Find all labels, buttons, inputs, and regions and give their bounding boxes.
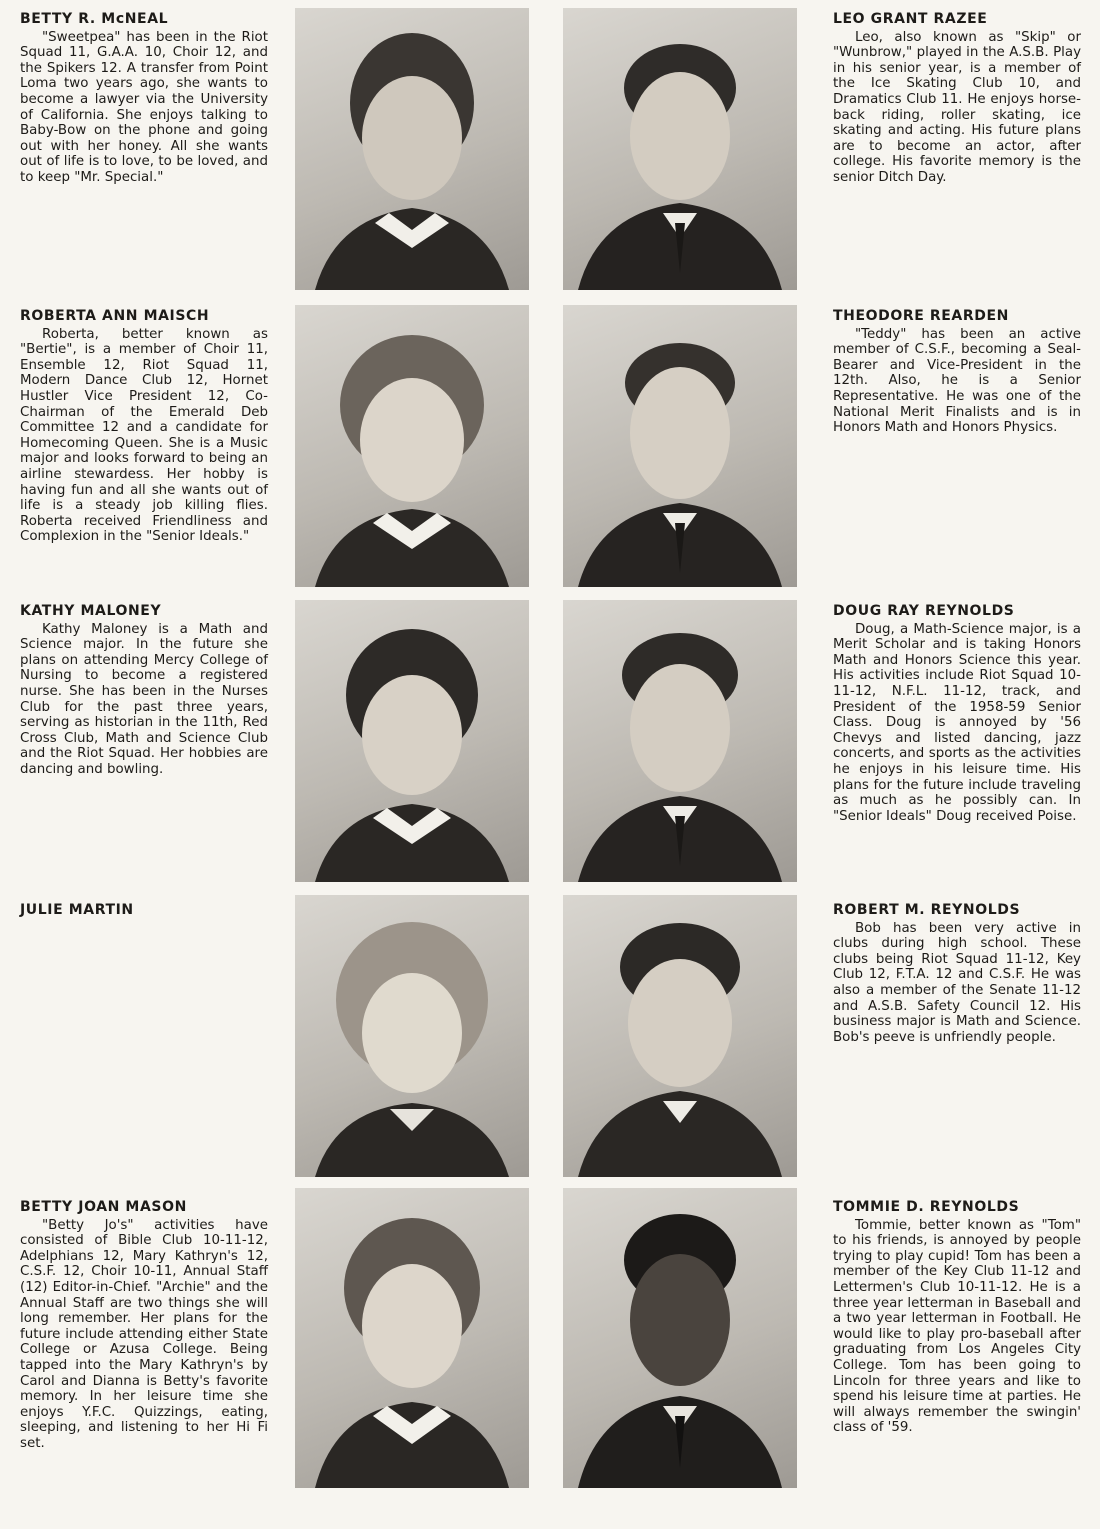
portrait-girl-icon (295, 600, 529, 882)
student-bio-robert-reynolds (833, 903, 1081, 1045)
student-description: Kathy Maloney is a Math and Science major. In the future she plans on attending Mercy College of Nursing to become a registered nurse. She has been in the Nurses Club for the past three years, serving as historian in the 11th, Red Cross Club, Math and Science Club and the Riot Squad. Her hobbies are dancing and bowling. (20, 621, 268, 777)
student-bio-betty-mason (20, 1200, 268, 1452)
student-description: Roberta, better known as "Bertie", is a member of Choir 11, Ensemble 12, Riot Squad 11, Modern Dance Club 12, Hornet Hustler Vice President 12, Co-Chairman of the Emerald Deb Committee 12 and a candidate for Homecoming Queen. She is a Music major and looks forward to being an airline stewardess. Her hobby is having fun and all she wants out of life is a steady job killing flies. Roberta received Friendliness and Complexion in the "Senior Ideals." (20, 326, 268, 545)
portrait-girl-icon (295, 1188, 529, 1488)
student-bio-theodore-rearden (833, 309, 1081, 436)
portrait-photo-betty-mason (295, 1188, 529, 1488)
student-bio-betty-mcneal (20, 12, 268, 186)
student-description: "Sweetpea" has been in the Riot Squad 11, G.A.A. 10, Choir 12, and the Spikers 12. A transfer from Point Loma two years ago, she wants to become a lawyer via the University of California. She enjoys talking to Baby-Bow on the phone and going out with her honey. All she wants out of life is to love, to be loved, and to keep "Mr. Special." (20, 29, 268, 185)
student-description: "Teddy" has been an active member of C.S.F., becoming a Seal-Bearer and Vice-President in the 12th. Also, he is a Senior Representative. He was one of the National Merit Finalists and is in Honors Math and Honors Physics. (833, 326, 1081, 436)
portrait-girl-icon (295, 8, 529, 290)
portrait-photo-doug-reynolds (563, 600, 797, 882)
student-description: Bob has been very active in clubs during high school. These clubs being Riot Squad 11-12, Key Club 12, F.T.A. 12 and C.S.F. He was also a member of the Senate 11-12 and A.S.B. Safety Council 12. His business major is Math and Science. Bob's peeve is unfriendly people. (833, 920, 1081, 1045)
portrait-photo-betty-mcneal (295, 8, 529, 290)
portrait-boy-icon (563, 305, 797, 587)
student-bio-julie-martin (20, 903, 268, 921)
student-name: BETTY R. McNEAL (20, 11, 169, 27)
portrait-boy-icon (563, 895, 797, 1177)
portrait-girl-icon (295, 895, 529, 1177)
student-bio-roberta-maisch (20, 309, 268, 545)
student-bio-doug-reynolds (833, 604, 1081, 824)
portrait-photo-theodore-rearden (563, 305, 797, 587)
student-name: LEO GRANT RAZEE (833, 11, 988, 27)
student-name: TOMMIE D. REYNOLDS (833, 1199, 1020, 1215)
student-name: ROBERTA ANN MAISCH (20, 308, 210, 324)
portrait-boy-icon (563, 8, 797, 290)
student-bio-tommie-reynolds (833, 1200, 1081, 1436)
student-bio-kathy-maloney (20, 604, 268, 778)
student-name: BETTY JOAN MASON (20, 1199, 187, 1215)
portrait-photo-roberta-maisch (295, 305, 529, 587)
student-name: DOUG RAY REYNOLDS (833, 603, 1015, 619)
student-description: Leo, also known as "Skip" or "Wunbrow," played in the A.S.B. Play in his senior year, is a member of the Ice Skating Club 10, and Dramatics Club 11. He enjoys horse-back riding, roller skating, ice skating and acting. His future plans are to become an actor, after college. His favorite memory is the senior Ditch Day. (833, 29, 1081, 185)
student-description: "Betty Jo's" activities have consisted of Bible Club 10-11-12, Adelphians 12, Mary Kathryn's 12, C.S.F. 12, Choir 10-11, Annual Staff (12) Editor-in-Chief. "Archie" and the Annual Staff are two things she will long remember. Her plans for the future include attending either State College or Azusa College. Being tapped into the Mary Kathryn's by Carol and Dianna is Betty's favorite memory. In her leisure time she enjoys Y.F.C. Quizzings, eating, sleeping, and listening to her Hi Fi set. (20, 1217, 268, 1451)
portrait-photo-julie-martin (295, 895, 529, 1177)
portrait-photo-leo-razee (563, 8, 797, 290)
student-description: Tommie, better known as "Tom" to his friends, is annoyed by people trying to play cupid! Tom has been a member of the Key Club 11-12 and Lettermen's Club 10-11-12. He is a three year letterman in Baseball and a two year letterman in Football. He would like to play pro-baseball after graduating from Los Angeles City College. Tom has been going to Lincoln for three years and like to spend his leisure time at parties. He will always remember the swingin' class of '59. (833, 1217, 1081, 1436)
student-name: KATHY MALONEY (20, 603, 162, 619)
student-name: JULIE MARTIN (20, 902, 134, 918)
portrait-photo-kathy-maloney (295, 600, 529, 882)
student-bio-leo-razee (833, 12, 1081, 186)
portrait-photo-tommie-reynolds (563, 1188, 797, 1488)
portrait-boy-icon (563, 600, 797, 882)
student-description: Doug, a Math-Science major, is a Merit Scholar and is taking Honors Math and Honors Science this year. His activities include Riot Squad 10-11-12, N.F.L. 11-12, track, and President of the 1958-59 Senior Class. Doug is annoyed by '56 Chevys and listed dancing, jazz concerts, and sports as the activities he enjoys in his leisure time. His plans for the future include traveling as much as he possibly can. In "Senior Ideals" Doug received Poise. (833, 621, 1081, 824)
portrait-photo-robert-reynolds (563, 895, 797, 1177)
portrait-girl-icon (295, 305, 529, 587)
student-name: ROBERT M. REYNOLDS (833, 902, 1021, 918)
portrait-boy-icon (563, 1188, 797, 1488)
student-name: THEODORE REARDEN (833, 308, 1009, 324)
